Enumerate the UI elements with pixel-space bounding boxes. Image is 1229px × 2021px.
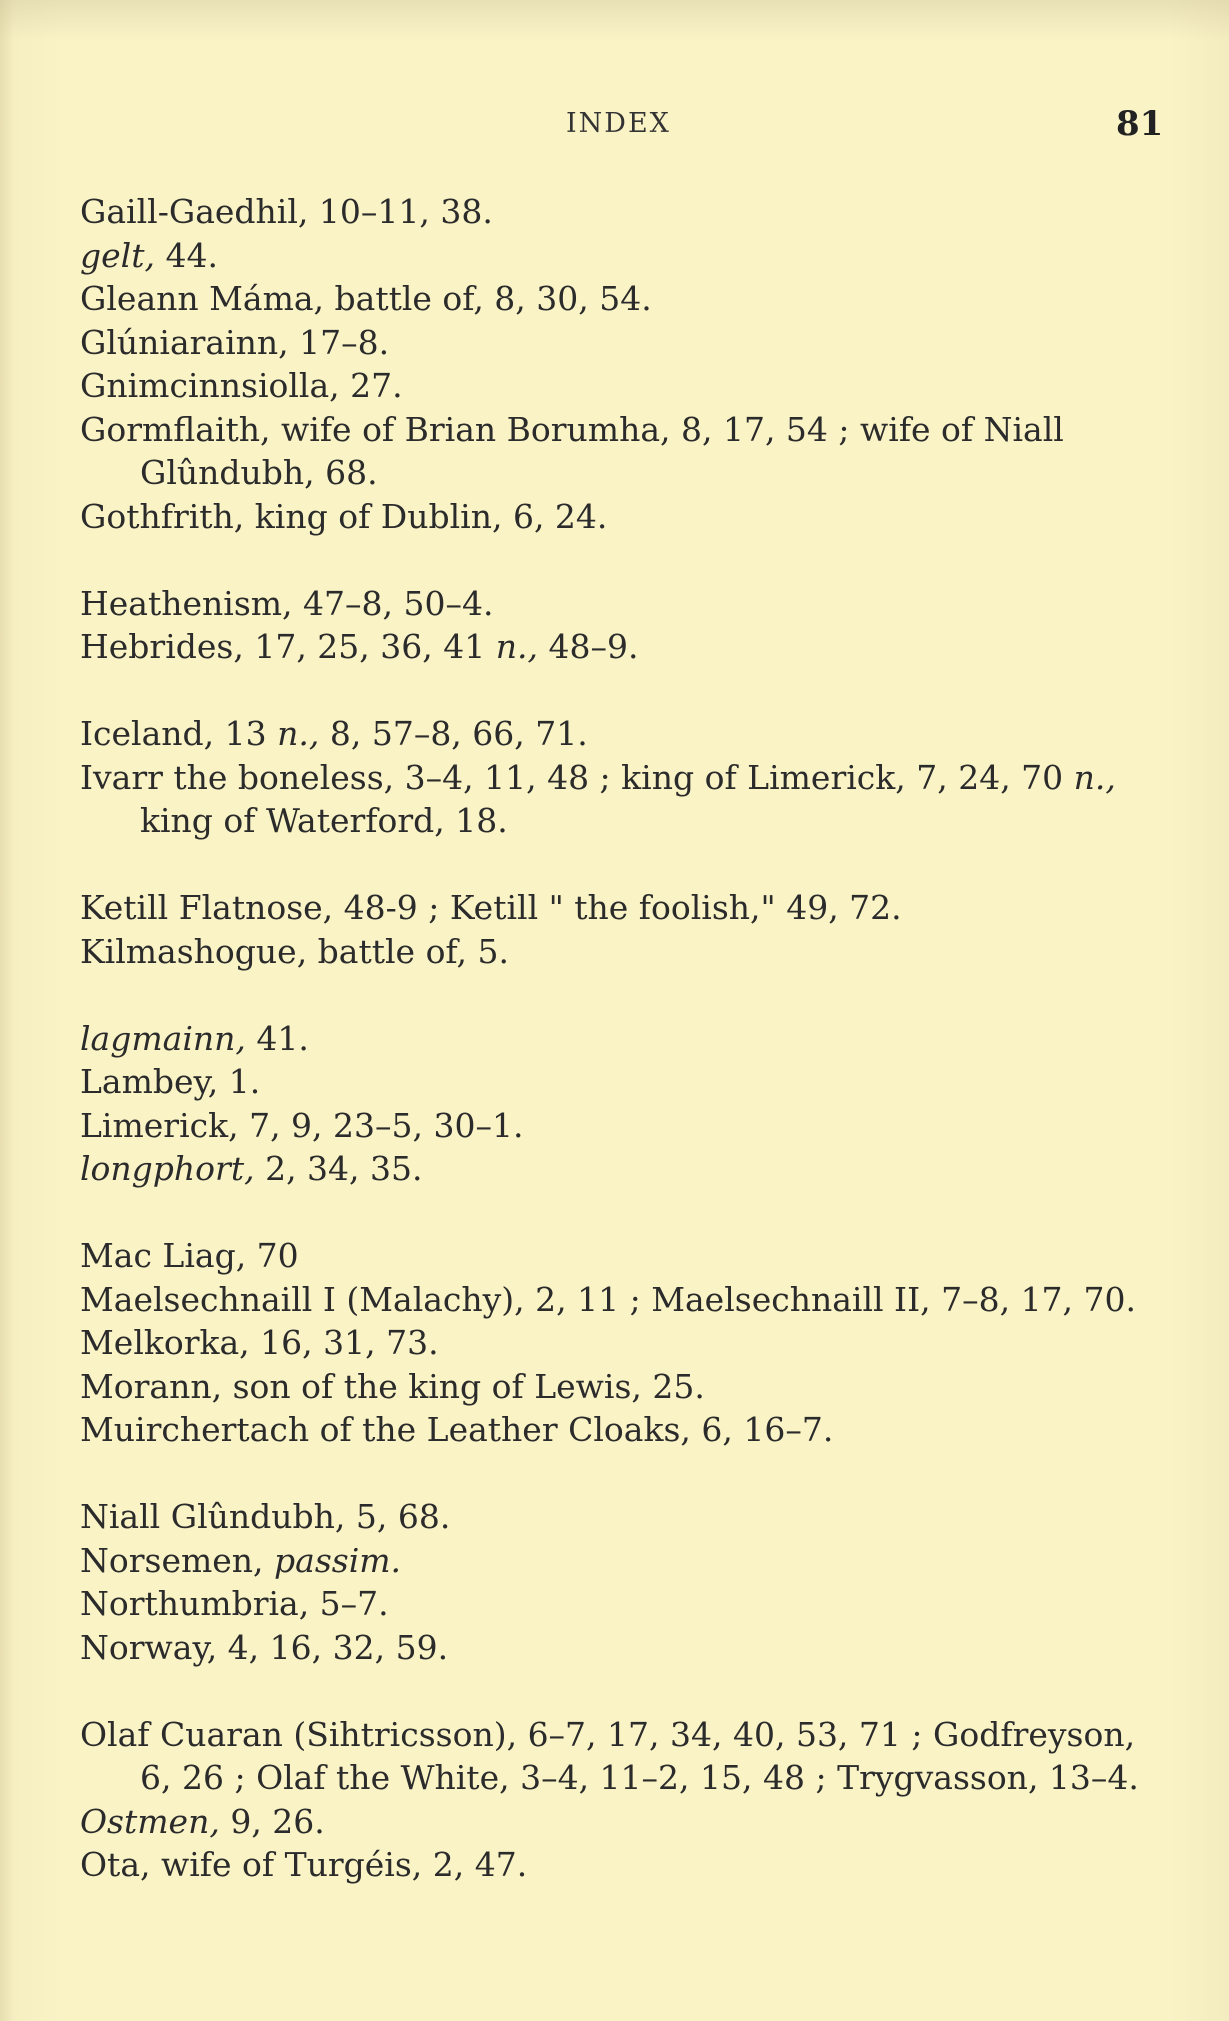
index-entry-text: Ivarr the boneless, 3–4, 11, 48 ; king of Limerick, 7, 24, 70: [80, 757, 1074, 797]
index-entry-text: Ota, wife of Turgéis, 2, 47.: [80, 1845, 528, 1884]
index-entry-text: Gnimcinnsiolla, 27.: [80, 366, 403, 405]
index-entry: [80, 1582, 1190, 1626]
index-entry: [80, 277, 1190, 321]
index-entry: [80, 712, 1190, 756]
index-entry: [80, 886, 1190, 930]
index-entry-text: Glûndubh, 68.: [140, 453, 378, 492]
index-entry-text: Morann, son of the king of Lewis, 25.: [80, 1366, 705, 1406]
index-letter-group: [80, 1017, 1190, 1191]
index-entry: [80, 582, 1190, 626]
index-entry-text: Kilmashogue, battle of, 5.: [80, 931, 509, 971]
index-letter-group: [80, 1713, 1190, 1887]
index-entry-text: Gormflaith, wife of Brian Borumha, 8, 17, 54 ; wife of Niall: [80, 409, 1064, 449]
index-entry-italic-text: n.,: [1073, 757, 1116, 797]
index-entry-text: Iceland, 13: [80, 714, 278, 753]
index-entry-text: Maelsechnaill I (Malachy), 2, 11 ; Maelsechnaill II, 7–8, 17, 70.: [80, 1279, 1137, 1319]
index-entry-italic-text: Ostmen,: [80, 1801, 220, 1841]
index-entry-text: Gleann Máma, battle of, 8, 30, 54.: [80, 279, 652, 318]
index-entry: [80, 1713, 1190, 1800]
index-entry-text: Hebrides, 17, 25, 36, 41: [80, 627, 496, 666]
index-entry-text: Olaf Cuaran (Sihtricsson), 6–7, 17, 34, 40, 53, 71 ; Godfreyson,: [80, 1714, 1136, 1754]
index-entry-text: Limerick, 7, 9, 23–5, 30–1.: [80, 1105, 524, 1145]
index-letter-group: [80, 1234, 1190, 1452]
index-entry: [80, 1626, 1190, 1670]
index-letter-group: [80, 1495, 1190, 1669]
index-entry: [80, 408, 1190, 495]
index-entry: [80, 1800, 1190, 1844]
index-entry-italic-text: n.,: [277, 714, 320, 753]
page-edge-shading: [0, 0, 1229, 40]
index-entry: [80, 234, 1190, 278]
index-entry-italic-text: n.,: [495, 627, 538, 666]
index-entry: [80, 1365, 1190, 1409]
index-entry-text: 41.: [245, 1018, 309, 1058]
index-entries: [80, 190, 1190, 1930]
index-letter-group: [80, 190, 1190, 538]
running-head: INDEX: [566, 108, 671, 139]
index-entry-text: 48–9.: [537, 627, 639, 666]
index-entry: [80, 1495, 1190, 1539]
index-entry: [80, 1234, 1190, 1278]
index-letter-group: [80, 886, 1190, 973]
index-entry: [80, 1147, 1190, 1191]
index-entry-italic-text: passim.: [274, 1540, 402, 1580]
index-entry: [80, 1017, 1190, 1061]
index-entry-text: king of Waterford, 18.: [140, 801, 508, 840]
index-entry-text: Gothfrith, king of Dublin, 6, 24.: [80, 496, 608, 536]
index-entry-text: Glúniarainn, 17–8.: [80, 322, 390, 362]
page-number: 81: [1116, 104, 1164, 144]
index-entry-text: 8, 57–8, 66, 71.: [319, 714, 588, 753]
index-letter-group: [80, 582, 1190, 669]
index-entry: [80, 1060, 1190, 1104]
index-entry-text: Ketill Flatnose, 48-9 ; Ketill " the foolish," 49, 72.: [80, 888, 902, 927]
index-entry-text: Mac Liag, 70: [80, 1236, 299, 1275]
index-entry-text: Niall Glûndubh, 5, 68.: [80, 1497, 451, 1536]
index-entry-text: Northumbria, 5–7.: [80, 1584, 389, 1623]
index-entry: [80, 625, 1190, 669]
index-entry-text: Norway, 4, 16, 32, 59.: [80, 1627, 449, 1667]
index-entry: [80, 1104, 1190, 1148]
index-entry-text: 6, 26 ; Olaf the White, 3–4, 11–2, 15, 48 ; Trygvasson, 13–4.: [140, 1758, 1139, 1797]
index-entry-text: Melkorka, 16, 31, 73.: [80, 1323, 439, 1362]
index-entry: [80, 1539, 1190, 1583]
index-entry-text: 2, 34, 35.: [254, 1149, 423, 1188]
index-entry-italic-text: lagmainn,: [80, 1018, 246, 1058]
index-entry-text: Heathenism, 47–8, 50–4.: [80, 583, 494, 623]
index-entry: [80, 364, 1190, 408]
index-entry: [80, 1321, 1190, 1365]
index-entry-text: Muirchertach of the Leather Cloaks, 6, 16–7.: [80, 1410, 834, 1449]
index-entry: [80, 930, 1190, 974]
index-entry-text: 9, 26.: [219, 1801, 325, 1841]
index-entry: [80, 1843, 1190, 1887]
index-entry: [80, 495, 1190, 539]
index-entry: [80, 1278, 1190, 1322]
index-entry-text: Gaill-Gaedhil, 10–11, 38.: [80, 192, 493, 231]
index-entry: [80, 190, 1190, 234]
index-letter-group: [80, 712, 1190, 843]
index-entry: [80, 1408, 1190, 1452]
index-entry-italic-text: longphort,: [80, 1149, 255, 1188]
index-entry-text: 44.: [154, 235, 218, 275]
index-entry-italic-text: gelt,: [80, 235, 155, 275]
index-entry: [80, 321, 1190, 365]
index-entry-text: Norsemen,: [80, 1540, 275, 1580]
index-entry: [80, 756, 1190, 843]
index-entry-text: Lambey, 1.: [80, 1062, 261, 1101]
